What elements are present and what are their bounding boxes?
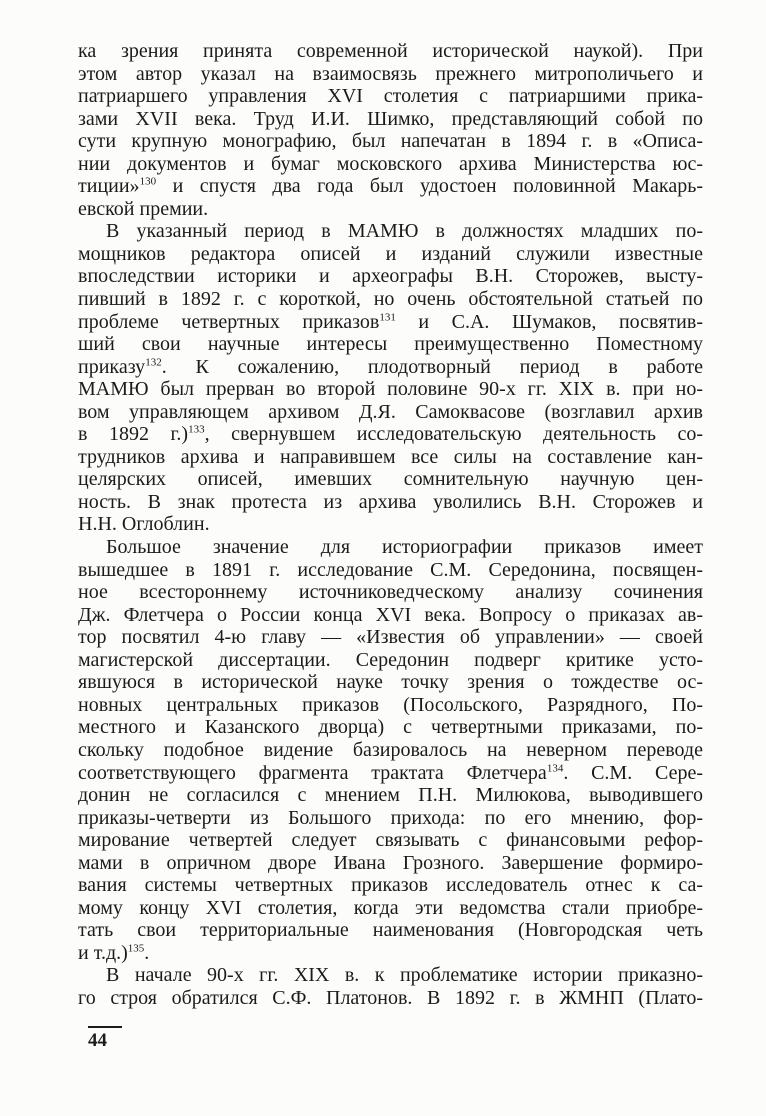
text-line: МАМЮ был прерван во второй половине 90-х гг. XIX в. при но-: [78, 378, 703, 401]
footnote-ref: 131: [379, 310, 396, 323]
text-line: Большое значение для историографии приказов имеет: [106, 536, 703, 559]
text-line: Н.Н. Оглоблин.: [78, 513, 210, 536]
page-footer: [88, 1026, 122, 1051]
text-line: новных центральных приказов (Посольского, Разрядного, По-: [78, 693, 703, 716]
footnote-ref: 133: [188, 423, 205, 436]
text-line: сути крупную монографию, был напечатан в 1894 г. в «Описа-: [78, 130, 703, 153]
text-line: нии документов и бумаг московского архива Министерства юс-: [78, 152, 703, 175]
paragraph: [78, 964, 703, 1009]
text-line: скольку подобное видение базировалось на неверном переводе: [78, 738, 703, 761]
text-line: пивший в 1892 г. с короткой, но очень обстоятельной статьей по: [78, 288, 703, 311]
text-line: евской премии.: [78, 197, 209, 220]
text-line: тиции»$^{130}$ и спустя два года был удостоен половинной Макарь-: [78, 175, 703, 198]
footnote-ref: 135: [127, 942, 145, 955]
text-block: [78, 40, 703, 1010]
text-line: этом автор указал на взаимосвязь прежнего митрополичьего и: [78, 62, 703, 85]
page-number: 44: [88, 1030, 107, 1051]
paragraph: [78, 536, 703, 964]
text-line: патриаршего управления XVI столетия с патриаршими прика-: [78, 85, 703, 108]
text-line: донин не согласился с мнением П.Н. Милюкова, выводившего: [78, 784, 703, 807]
text-line: в 1892 г.)$^{133}$, свернувшем исследовательскую деятельность со-: [78, 423, 703, 446]
text-line: мами в опричном дворе Ивана Грозного. Завершение формиро-: [78, 851, 703, 874]
text-line: тор посвятил 4-ю главу — «Известия об управлении» — своей: [78, 626, 703, 649]
text-line: ность. В знак протеста из архива уволились В.Н. Сторожев и: [78, 490, 703, 513]
text-line: и т.д.)$^{135}$.: [78, 941, 150, 964]
text-line: вом управляющем архивом Д.Я. Самоквасове (возглавил архив: [78, 400, 703, 423]
text-line: мирование четвертей следует связывать с финансовыми рефор-: [78, 829, 703, 852]
text-line: вышедшее в 1891 г. исследование С.М. Середонина, посвящен-: [78, 558, 703, 581]
text-line: тать свои территориальные наименования (Новгородская четь: [78, 919, 703, 942]
footnote-ref: 134: [546, 761, 564, 774]
text-line: В указанный период в МАМЮ в должностях младших по-: [106, 220, 703, 243]
text-line: В начале 90-х гг. XIX в. к проблематике истории приказно-: [106, 964, 703, 987]
text-line: вания системы четвертных приказов исследователь отнес к са-: [78, 874, 703, 897]
text-line: мому концу XVI столетия, когда эти ведомства стали приобре-: [78, 896, 703, 919]
text-line: ка зрения принята современной исторической наукой). При: [78, 40, 703, 62]
text-line: приказу$^{132}$. К сожалению, плодотворный период в работе: [78, 355, 703, 378]
text-line: местного и Казанского дворца) с четвертными приказами, по-: [78, 716, 703, 739]
paragraph: [78, 220, 703, 536]
text-line: мощников редактора описей и изданий служили известные: [78, 242, 703, 265]
text-line: впоследствии историки и археографы В.Н. Сторожев, высту-: [78, 265, 703, 288]
text-line: явшуюся в исторической науке точку зрения о тождестве ос-: [78, 671, 703, 694]
text-line: проблеме четвертных приказов$^{131}$ и С.А. Шумаков, посвятив-: [78, 310, 703, 333]
text-line: зами XVII века. Труд И.И. Шимко, представляющий собой по: [78, 107, 703, 130]
text-line: соответствующего фрагмента трактата Флетчера$^{134}$. С.М. Сере-: [78, 761, 703, 784]
footnote-ref: 130: [139, 175, 157, 188]
footnote-ref: 132: [145, 356, 162, 368]
text-line: ное всестороннему источниковедческому анализу сочинения: [78, 581, 703, 604]
text-line: Дж. Флетчера о России конца XVI века. Вопросу о приказах ав-: [78, 603, 703, 626]
text-line: приказы-четверти из Большого прихода: по его мнению, фор-: [78, 806, 703, 829]
text-line: трудников архива и направившем все силы на составление кан-: [78, 445, 703, 468]
paragraph: [78, 40, 703, 220]
text-line: го строя обратился С.Ф. Платонов. В 1892 г. в ЖМНП (Плато-: [78, 986, 703, 1009]
text-line: целярских описей, имевших сомнительную научную цен-: [78, 468, 703, 491]
text-line: ший свои научные интересы преимущественно Поместному: [78, 333, 703, 356]
text-line: магистерской диссертации. Середонин подверг критике усто-: [78, 648, 703, 671]
page-number-rule: [88, 1026, 122, 1028]
